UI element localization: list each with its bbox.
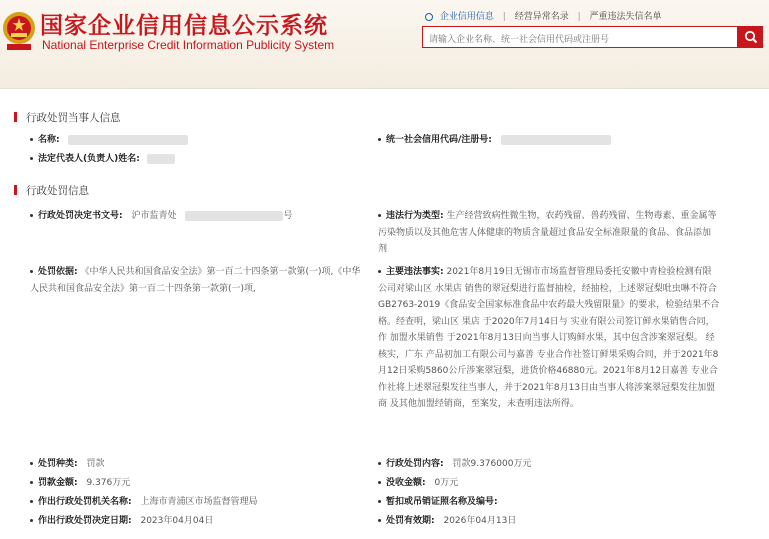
bullet-icon bbox=[30, 481, 33, 484]
violation-type-row bbox=[378, 208, 718, 258]
bullet-icon bbox=[30, 519, 33, 522]
penalty-kind-label: 处罚种类: bbox=[38, 459, 78, 469]
search-input[interactable] bbox=[423, 30, 735, 50]
legal-rep-row bbox=[30, 151, 175, 167]
main-facts-value: 2021年8月19日无锡市市场监督管理局委托安徽中青检验检测有限公司对梁山区 水果店 销售的翠冠梨进行监督抽检，经抽检，上述翠冠梨吡虫啉不符合GB2763-2019《食品安全国家标准食品中农药最大残留限量》的要求，检验结果不合格。经查明，梁山区 果店 于2020年7月14日与 实业有限公司签订鲜水果销售合同，作 加盟水果销售 于2021年8月13日向当事人订购鲜水果，其中包含涉案翠冠梨。 经核实，广东 产品初加工有限公司与嘉善 专业合作社签订鲜果采购合同，并于2021年8月12日采购5860公斤涉案翠冠梨，进货价格46880元。2021年8月12日嘉善 专业合作社将上述翠冠梨发往当事人，并于2021年8月13日由当事人将涉案翠冠梨发往加盟商 及其他加盟经销商，至案发，未查明违法所得。 bbox=[378, 267, 720, 409]
decision-date-row bbox=[30, 513, 213, 529]
bullet-icon bbox=[30, 157, 33, 160]
credit-code-row bbox=[378, 132, 611, 148]
nav-divider: | bbox=[502, 12, 506, 22]
doc-number-suffix: 号 bbox=[283, 211, 293, 221]
bullet-icon bbox=[378, 462, 381, 465]
legal-rep-label: 法定代表人(负责人)姓名: bbox=[38, 154, 140, 164]
penalty-basis-value: 《中华人民共和国食品安全法》第一百二十四条第一款第(一)项,《中华人民共和国食品安全法》第一百二十四条第一款第(一)项, bbox=[30, 267, 361, 294]
penalty-content-label: 行政处罚内容: bbox=[386, 459, 444, 469]
license-revoke-label: 暂扣或吊销证照名称及编号: bbox=[386, 497, 498, 507]
link-abnormal-list[interactable]: 经营异常名录 bbox=[514, 12, 569, 22]
bullet-icon bbox=[378, 270, 381, 273]
violation-type-value: 生产经营致病性微生物，农药残留、兽药残留、生物毒素、重金属等污染物质以及其他危害人体健康的物质含量超过食品安全标准限量的食品、食品添加剂 bbox=[378, 211, 717, 254]
redacted-value bbox=[147, 154, 175, 164]
penalty-basis-row bbox=[30, 264, 362, 297]
bullet-icon bbox=[30, 462, 33, 465]
magnifier-icon bbox=[744, 30, 758, 44]
link-enterprise-credit[interactable]: 企业信用信息 bbox=[439, 12, 494, 22]
violation-type-label: 违法行为类型: bbox=[386, 211, 444, 221]
bullet-icon bbox=[30, 270, 33, 273]
authority-value: 上海市青浦区市场监督管理局 bbox=[140, 497, 258, 507]
main-facts-row bbox=[378, 264, 720, 413]
site-title-english: National Enterprise Credit Information Publicity System bbox=[42, 38, 335, 52]
penalty-kind-row bbox=[30, 456, 105, 472]
site-title: 国家企业信用信息公示系统 bbox=[40, 13, 328, 39]
doc-number-prefix: 沪市监青处 bbox=[131, 211, 177, 221]
penalty-content-value: 罚款9.376000万元 bbox=[452, 459, 532, 469]
section-penalty-title: 行政处罚信息 bbox=[14, 183, 89, 198]
search-box bbox=[422, 26, 738, 48]
authority-label: 作出行政处罚机关名称: bbox=[38, 497, 132, 507]
validity-value: 2026年04月13日 bbox=[443, 516, 517, 526]
confiscation-row bbox=[378, 475, 458, 491]
top-nav bbox=[425, 9, 662, 22]
bullet-icon bbox=[378, 519, 381, 522]
nav-divider: | bbox=[577, 12, 581, 22]
link-serious-violation-list[interactable]: 严重违法失信名单 bbox=[589, 12, 662, 22]
redacted-value bbox=[68, 135, 188, 145]
fine-amount-label: 罚款金额: bbox=[38, 478, 78, 488]
credit-code-label: 统一社会信用代码/注册号: bbox=[386, 135, 492, 145]
party-name-label: 名称: bbox=[38, 135, 60, 145]
penalty-kind-value: 罚款 bbox=[86, 459, 105, 469]
section-party-title: 行政处罚当事人信息 bbox=[14, 110, 121, 125]
validity-row bbox=[378, 513, 516, 529]
bullet-icon bbox=[378, 214, 381, 217]
redacted-value bbox=[501, 135, 611, 145]
penalty-basis-label: 处罚依据: bbox=[38, 267, 78, 277]
bullet-icon bbox=[30, 138, 33, 141]
doc-number-row bbox=[30, 208, 292, 224]
main-facts-label: 主要违法事实: bbox=[386, 267, 444, 277]
search-button[interactable] bbox=[738, 26, 763, 48]
decision-date-value: 2023年04月04日 bbox=[140, 516, 214, 526]
validity-label: 处罚有效期: bbox=[386, 516, 435, 526]
site-header bbox=[0, 0, 769, 88]
doc-number-label: 行政处罚决定书文号: bbox=[38, 211, 123, 221]
fine-amount-value: 9.376万元 bbox=[86, 478, 131, 488]
bullet-icon bbox=[378, 138, 381, 141]
national-emblem-icon bbox=[2, 8, 36, 52]
redacted-value bbox=[185, 211, 283, 221]
authority-row bbox=[30, 494, 258, 510]
bullet-icon bbox=[30, 500, 33, 503]
license-revoke-row bbox=[378, 494, 498, 510]
decision-date-label: 作出行政处罚决定日期: bbox=[38, 516, 132, 526]
fine-amount-row bbox=[30, 475, 130, 491]
confiscation-value: 0万元 bbox=[434, 478, 459, 488]
bullet-icon bbox=[378, 500, 381, 503]
confiscation-label: 没收金额: bbox=[386, 478, 426, 488]
search-icon bbox=[425, 13, 433, 21]
party-name-row bbox=[30, 132, 188, 148]
content-card bbox=[0, 88, 769, 539]
penalty-content-row bbox=[378, 456, 531, 472]
bullet-icon bbox=[30, 214, 33, 217]
bullet-icon bbox=[378, 481, 381, 484]
